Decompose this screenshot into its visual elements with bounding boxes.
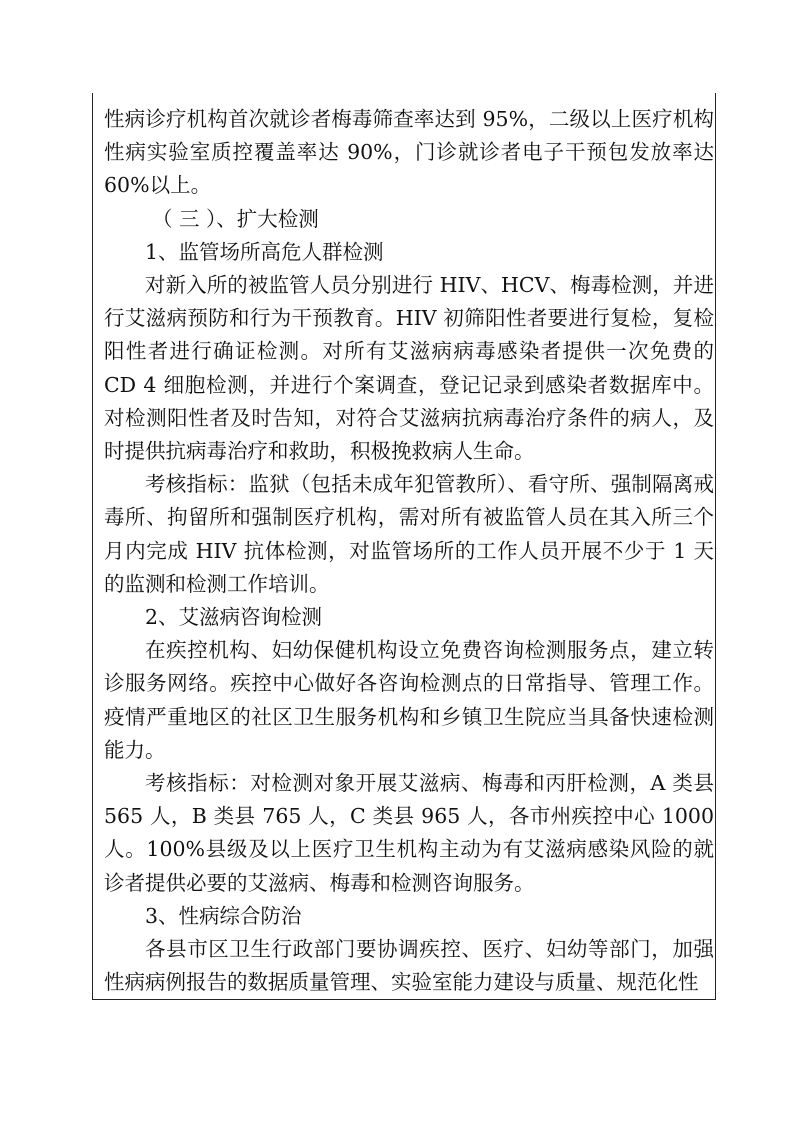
paragraph-assessment-indicator-2: 考核指标：对检测对象开展艾滋病、梅毒和丙肝检测，A 类县 565 人，B 类县 765 人，C 类县 965 人，各市州疾控中心 1000 人。100%县级及以上医疗卫生机构主动为有艾滋病感染风险的就诊者提供必要的艾滋病、梅毒和检测咨询服务。 [104,771,714,895]
document-body [104,103,714,999]
paragraph-detention-testing: 对新入所的被监管人员分别进行 HIV、HCV、梅毒检测，并进行艾滋病预防和行为干预教育。HIV 初筛阳性者要进行复检，复检阳性者进行确证检测。对所有艾滋病病毒感染者提供一次免费的 CD 4 细胞检测，并进行个案调查，登记记录到感染者数据库中。对检测阳性者及时告知，对符合艾滋病抗病毒治疗条件的病人，及时提供抗病毒治疗和救助，积极挽救病人生命。 [104,273,714,464]
paragraph-continuation: 性病诊疗机构首次就诊者梅毒筛查率达到 95%，二级以上医疗机构性病实验室质控覆盖率达 90%，门诊就诊者电子干预包发放率达60%以上。 [104,107,714,198]
paragraph-std-prevention: 各县市区卫生行政部门要协调疾控、医疗、妇幼等部门，加强性病病例报告的数据质量管理、实验室能力建设与质量、规范化性 [104,937,714,995]
paragraph-aids-counseling: 在疾控机构、妇幼保健机构设立免费咨询检测服务点，建立转诊服务网络。疾控中心做好各咨询检测点的日常指导、管理工作。疫情严重地区的社区卫生服务机构和乡镇卫生院应当具备快速检测能力。 [104,638,714,762]
subsection-heading-std-prevention: 3、性病综合防治 [145,903,302,928]
section-heading-expand-testing: （ 三 ）、扩大检测 [152,206,319,231]
subsection-heading-aids-counseling: 2、艾滋病咨询检测 [145,605,323,630]
paragraph-assessment-indicator-1: 考核指标：监狱（包括未成年犯管教所）、看守所、强制隔离戒毒所、拘留所和强制医疗机构，需对所有被监管人员在其入所三个月内完成 HIV 抗体检测，对监管场所的工作人员开展不少于 1 天的监测和检测工作培训。 [104,472,714,596]
subsection-heading-detention-testing: 1、监管场所高危人群检测 [145,239,384,264]
